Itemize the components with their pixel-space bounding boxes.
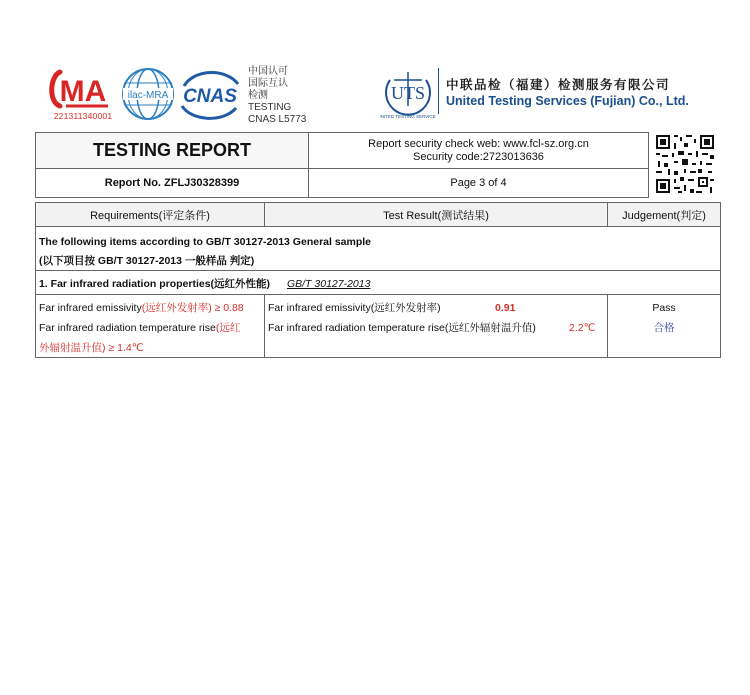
judgement-cell <box>608 295 720 357</box>
cnas-logo <box>176 66 244 122</box>
judgement-cn: 合格 <box>653 322 675 334</box>
ilac-text: ilac-MRA <box>127 90 169 101</box>
req-temp-rise <box>39 318 264 338</box>
cnas-caption-line: TESTING <box>248 102 292 113</box>
logo-divider <box>438 68 439 114</box>
items-note-row <box>36 227 720 271</box>
uts-logo <box>380 66 436 124</box>
result-temp-label: Far infrared radiation temperature rise(远红外辐射温升值) <box>268 322 536 334</box>
header-requirements: Requirements(评定条件) <box>36 203 265 226</box>
property-title-row <box>36 271 720 295</box>
report-number: Report No. ZFLJ30328399 <box>36 169 309 197</box>
cnas-caption-line: CNAS L5773 <box>248 114 307 125</box>
property-standard: GB/T 30127-2013 <box>286 278 371 290</box>
items-note-en: The following items according to GB/T 30127-2013 General sample <box>39 236 372 248</box>
security-info <box>309 133 648 169</box>
company-name-en: United Testing Services (Fujian) Co., Ltd. <box>446 94 689 108</box>
cma-number: 221311340001 <box>53 111 113 121</box>
report-header-table <box>35 132 649 198</box>
uts-ring-text: UNITED TESTING SERVICES <box>380 114 436 119</box>
judgement-en: Pass <box>652 302 676 314</box>
req-emissivity <box>39 298 264 318</box>
cma-mark-icon <box>46 68 120 110</box>
table-header-row <box>36 203 720 227</box>
globe-icon <box>121 67 175 121</box>
page-indicator: Page 3 of 4 <box>450 177 507 189</box>
uts-seal-icon <box>380 66 436 124</box>
cnas-caption-line: 检测 <box>248 90 268 101</box>
test-result-cell <box>265 295 608 357</box>
result-emissivity-value: 0.91 <box>495 302 516 314</box>
header-test-result: Test Result(测试结果) <box>265 203 608 226</box>
security-code: Security code:2723013636 <box>413 150 544 163</box>
header-judgement: Judgement(判定) <box>622 209 706 222</box>
qr-code-icon <box>654 133 716 195</box>
security-web: Report security check web: www.fcl-sz.org.cn <box>368 137 589 150</box>
req-temp-limit: ≥ 1.4℃ <box>108 342 144 354</box>
req-temp-cn-1: (远红 <box>215 322 241 334</box>
cnas-caption-line: 国际互认 <box>248 78 288 89</box>
cnas-mark-text: CNAS <box>183 86 237 107</box>
requirements-cell <box>36 295 265 357</box>
req-temp-cn-2: 外辐射温升值) <box>39 342 106 354</box>
property-title: 1. Far infrared radiation properties(远红外性能) <box>39 278 271 290</box>
req-emissivity-limit: ≥ 0.88 <box>214 302 244 314</box>
header-logos <box>0 0 750 130</box>
cma-mark-text: MA <box>59 75 107 108</box>
uts-mark-text: UTS <box>390 83 426 103</box>
report-title: TESTING REPORT <box>36 133 309 169</box>
cnas-caption <box>248 66 306 126</box>
company-name-cn: 中联品检（福建）检测服务有限公司 <box>446 78 671 92</box>
req-temp-rise-cont <box>39 338 264 358</box>
table-row <box>36 295 720 357</box>
items-note-cn: (以下项目按 GB/T 30127-2013 一般样品 判定) <box>39 255 255 267</box>
req-emissivity-label: Far infrared emissivity <box>39 302 142 314</box>
cma-logo <box>46 68 120 121</box>
result-emissivity-label: Far infrared emissivity(远红外发射率) <box>268 302 441 314</box>
req-temp-label: Far infrared radiation temperature rise <box>39 322 216 334</box>
result-temp-value: 2.2℃ <box>569 322 596 334</box>
results-table <box>35 202 721 358</box>
cnas-caption-line: 中国认可 <box>248 66 288 77</box>
cnas-mark-icon <box>176 66 244 122</box>
req-emissivity-cn: (远红外发射率) <box>141 302 212 314</box>
qr-code[interactable] <box>654 133 716 195</box>
ilac-mra-logo <box>121 67 175 121</box>
